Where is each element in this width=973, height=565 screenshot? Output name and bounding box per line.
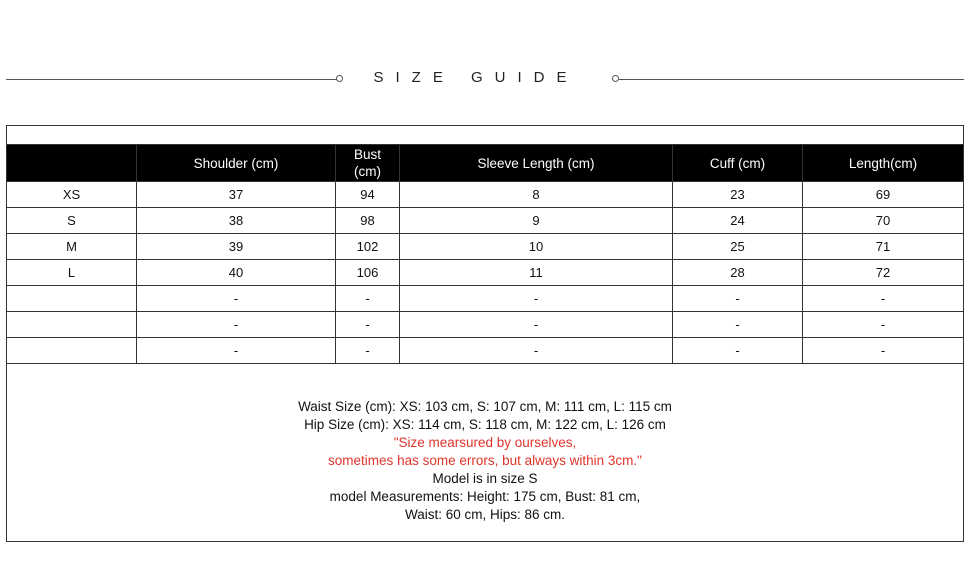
cell-sleeve: -	[400, 312, 673, 338]
cell-size	[7, 312, 137, 338]
header-line-left	[6, 79, 337, 80]
cell-bust: 98	[336, 208, 400, 234]
cell-shoulder: 40	[137, 260, 336, 286]
cell-cuff: -	[673, 286, 803, 312]
cell-sleeve: 8	[400, 182, 673, 208]
cell-bust: 94	[336, 182, 400, 208]
cell-sleeve: 10	[400, 234, 673, 260]
cell-length: -	[803, 312, 964, 338]
table-row	[7, 286, 964, 312]
cell-cuff: -	[673, 312, 803, 338]
model-measurements-line-2: Waist: 60 cm, Hips: 86 cm.	[404, 507, 566, 522]
header-bust: Bust (cm)	[336, 145, 400, 182]
cell-size	[7, 286, 137, 312]
cell-bust: -	[336, 286, 400, 312]
cell-sleeve: 11	[400, 260, 673, 286]
cell-cuff: 23	[673, 182, 803, 208]
cell-length: -	[803, 338, 964, 364]
cell-cuff: -	[673, 338, 803, 364]
header-sleeve-length: Sleeve Length (cm)	[400, 145, 673, 182]
cell-sleeve: -	[400, 286, 673, 312]
cell-bust: 106	[336, 260, 400, 286]
cell-size: S	[7, 208, 137, 234]
cell-size: XS	[7, 182, 137, 208]
cell-length: 70	[803, 208, 964, 234]
cell-cuff: 28	[673, 260, 803, 286]
table-row	[7, 182, 964, 208]
header-cuff: Cuff (cm)	[673, 145, 803, 182]
cell-sleeve: 9	[400, 208, 673, 234]
disclaimer-line-1: "Size mearsured by ourselves,	[393, 435, 577, 450]
cell-shoulder: 37	[137, 182, 336, 208]
cell-shoulder: -	[137, 312, 336, 338]
table-row	[7, 234, 964, 260]
cell-bust: -	[336, 312, 400, 338]
cell-shoulder: -	[137, 338, 336, 364]
header-circle-left	[336, 75, 343, 82]
header-length: Length(cm)	[803, 145, 964, 182]
table-header-row	[7, 145, 964, 182]
size-notes	[6, 398, 964, 524]
size-table	[6, 144, 964, 364]
table-row	[7, 260, 964, 286]
model-measurements-line-1: model Measurements: Height: 175 cm, Bust: 81 cm,	[329, 489, 641, 504]
cell-cuff: 25	[673, 234, 803, 260]
header-circle-right	[612, 75, 619, 82]
cell-size	[7, 338, 137, 364]
waist-size-text: Waist Size (cm): XS: 103 cm, S: 107 cm, M: 111 cm, L: 115 cm	[298, 399, 672, 414]
cell-length: 69	[803, 182, 964, 208]
cell-shoulder: -	[137, 286, 336, 312]
cell-length: 71	[803, 234, 964, 260]
cell-shoulder: 38	[137, 208, 336, 234]
table-row	[7, 208, 964, 234]
header-shoulder: Shoulder (cm)	[137, 145, 336, 182]
model-size-text: Model is in size S	[432, 471, 538, 486]
hip-size-text: Hip Size (cm): XS: 114 cm, S: 118 cm, M: 122 cm, L: 126 cm	[304, 417, 666, 432]
cell-length: -	[803, 286, 964, 312]
cell-length: 72	[803, 260, 964, 286]
disclaimer-line-2: sometimes has some errors, but always within 3cm."	[328, 453, 642, 468]
header-line-right	[619, 79, 964, 80]
cell-cuff: 24	[673, 208, 803, 234]
table-row	[7, 312, 964, 338]
cell-size: M	[7, 234, 137, 260]
header-size	[7, 145, 137, 182]
page-title: SIZE GUIDE	[373, 69, 579, 86]
table-row	[7, 338, 964, 364]
cell-bust: -	[336, 338, 400, 364]
cell-shoulder: 39	[137, 234, 336, 260]
cell-size: L	[7, 260, 137, 286]
cell-bust: 102	[336, 234, 400, 260]
cell-sleeve: -	[400, 338, 673, 364]
